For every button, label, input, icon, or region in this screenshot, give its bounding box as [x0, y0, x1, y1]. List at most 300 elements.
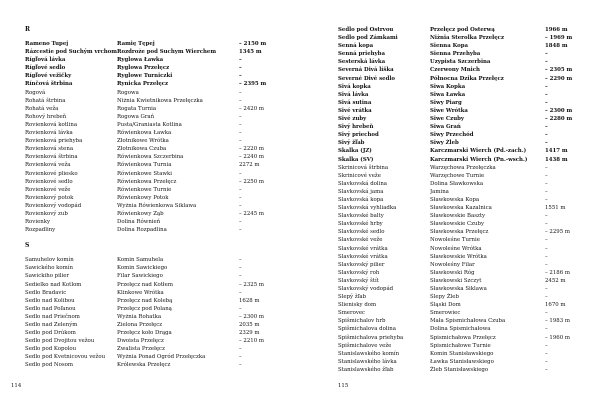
- slovak-name: Spišmichalov hrb: [338, 318, 386, 325]
- elevation: – 2300 m: [239, 313, 264, 320]
- polish-name: Złotnikowa Czuba: [117, 146, 167, 153]
- slovak-name: Sedlo pod Kvetnicovou vežou: [25, 354, 106, 361]
- polish-name: Klinkowe Wrótka: [117, 289, 164, 296]
- polish-name: Dolina Rozpadlina: [117, 227, 167, 234]
- elevation: –: [545, 221, 548, 228]
- table-row: [338, 325, 600, 333]
- polish-name: Ślepy Żleb: [430, 294, 459, 301]
- elevation: 2452 m: [545, 277, 566, 284]
- table-row: [338, 253, 600, 261]
- polish-name: Przełęcz koło Drąga: [117, 330, 172, 337]
- elevation: –: [545, 286, 548, 292]
- polish-name: Sławkowska Przełęcz: [430, 229, 489, 236]
- slovak-name: Severné Divé sedlo: [338, 75, 395, 82]
- left-column: [25, 25, 295, 370]
- slovak-name: Sesterská lávka: [338, 59, 386, 66]
- elevation: –: [545, 172, 548, 179]
- polish-name: Sławkowskie Baszty: [430, 213, 486, 220]
- slovak-name: Sivá lávka: [338, 91, 369, 98]
- slovak-name: Slavkovská dolina: [338, 180, 388, 187]
- table-row: [338, 212, 600, 220]
- elevation: –: [545, 350, 548, 357]
- elevation: – 2420 m: [239, 105, 264, 112]
- elevation: –: [239, 186, 242, 193]
- slovak-name: Smerovec: [338, 310, 366, 317]
- table-row: [25, 178, 295, 186]
- slovak-name: Rovienkové pliesko: [25, 170, 78, 177]
- elevation: – 2300 m: [545, 107, 573, 114]
- elevation: – 2280 m: [545, 116, 573, 123]
- elevation: –: [239, 65, 242, 72]
- polish-name: Ryglowa Ławka: [117, 57, 164, 64]
- polish-name: Siwa Ławka: [430, 91, 466, 98]
- polish-name: Sławkowski Róg: [430, 269, 475, 276]
- table-row: [338, 180, 600, 188]
- slovak-name: Slavkovský vodopád: [338, 286, 394, 292]
- table-row: [338, 350, 600, 358]
- section-heading-r: R: [25, 26, 30, 33]
- polish-name: Przełęcz pod Polaną: [117, 305, 172, 312]
- slovak-name: Sedlo nad Kolibou: [25, 297, 75, 304]
- slovak-name: Sivá kopka: [338, 83, 371, 90]
- polish-name: Czerwony Mnich: [430, 67, 480, 74]
- elevation: – 2150 m: [239, 41, 267, 47]
- polish-name: Komin Sawickiego: [117, 265, 168, 272]
- elevation: –: [545, 188, 548, 195]
- slovak-name: Sivý priechod: [338, 132, 379, 139]
- elevation: –: [545, 261, 548, 268]
- slovak-name: Slavkovská vyhliadka: [338, 205, 397, 212]
- slovak-name: Slienisky dom: [338, 302, 377, 309]
- table-row: [338, 245, 600, 253]
- slovak-name: Samuhelov komín: [25, 257, 74, 264]
- elevation: 1417 m: [545, 148, 568, 155]
- elevation: –: [545, 132, 548, 139]
- table-row: [25, 194, 295, 202]
- table-row: [338, 285, 600, 293]
- polish-name: Rówienkowa Turnia: [117, 162, 172, 169]
- table-row: [25, 361, 295, 369]
- table-row: [338, 58, 600, 66]
- elevation: 1848 m: [545, 43, 568, 50]
- elevation: –: [545, 164, 548, 171]
- elevation: –: [239, 265, 242, 272]
- polish-name: Sienna Kopa: [430, 43, 469, 50]
- elevation: –: [545, 294, 548, 301]
- slovak-name: Sedielko nad Kotlom: [25, 281, 82, 288]
- table-row: [338, 228, 600, 236]
- slovak-name: Sedlo pod Zámkami: [338, 35, 398, 42]
- elevation: – 1969 m: [545, 35, 573, 42]
- table-row: [338, 75, 600, 83]
- polish-name: Rogata Turnia: [117, 105, 157, 112]
- polish-name: Przełęcz nad Kotłem: [117, 281, 173, 288]
- page-number: 114: [11, 383, 22, 389]
- slovak-name: Rovienkový vodopád: [25, 202, 82, 209]
- slovak-name: Rohatá veža: [25, 105, 59, 112]
- polish-name: Siwa Kopka: [430, 83, 466, 90]
- elevation: –: [239, 97, 242, 104]
- slovak-name: Rogová: [25, 89, 46, 96]
- polish-name: Dwoista Przełęcz: [117, 338, 164, 345]
- slovak-name: Rohový hrebeň: [25, 113, 67, 120]
- elevation: – 2295 m: [545, 229, 570, 236]
- slovak-name: Sivé vrátka: [338, 107, 372, 114]
- table-row: [338, 204, 600, 212]
- table-row: [25, 202, 295, 210]
- polish-name: Żleb Stanisławskiego: [430, 366, 489, 373]
- table-row: [25, 89, 295, 97]
- slovak-name: Sedlo pod Drúkom: [25, 330, 76, 337]
- slovak-name: Rígľové sedlo: [25, 65, 66, 72]
- entry-list-r: [25, 40, 295, 234]
- elevation: –: [545, 310, 548, 317]
- polish-name: Spismichałowe Turnie: [430, 342, 491, 349]
- elevation: –: [545, 59, 548, 66]
- elevation: – 1983 m: [545, 318, 570, 325]
- elevation: –: [239, 305, 242, 312]
- elevation: 1628 m: [239, 297, 260, 304]
- table-row: [338, 83, 600, 91]
- polish-name: Rówienkowy Potok: [117, 194, 169, 201]
- table-row: [338, 293, 600, 301]
- elevation: –: [239, 194, 242, 201]
- elevation: –: [545, 245, 548, 252]
- elevation: –: [545, 326, 548, 333]
- polish-name: Mała Spismichałowa Czuba: [430, 318, 506, 325]
- polish-name: Rówienkowe Stawki: [117, 170, 173, 177]
- table-row: [338, 309, 600, 317]
- elevation: –: [545, 213, 548, 220]
- elevation: 2272 m: [239, 162, 260, 169]
- table-row: [338, 99, 600, 107]
- elevation: –: [545, 99, 548, 106]
- page-number: 115: [338, 383, 349, 389]
- elevation: – 1960 m: [545, 334, 570, 341]
- elevation: –: [239, 362, 242, 369]
- polish-name: Nowoleśny Filar: [430, 261, 475, 268]
- elevation: 1670 m: [545, 302, 566, 309]
- table-row: [25, 297, 295, 305]
- elevation: 2035 m: [239, 322, 260, 328]
- slovak-name: Slavkovská kopa: [338, 196, 384, 203]
- elevation: –: [545, 91, 548, 98]
- polish-name: Przełęcz nad Kolebą: [117, 297, 173, 304]
- slovak-name: Spišmichalova dolina: [338, 326, 396, 333]
- elevation: – 2325 m: [239, 281, 264, 288]
- table-row: [25, 137, 295, 145]
- elevation: –: [239, 89, 242, 96]
- elevation: –: [545, 180, 548, 187]
- slovak-name: Rohatá štrbina: [25, 97, 66, 104]
- table-row: [25, 56, 295, 64]
- polish-name: Warzęchowe Turnie: [430, 172, 485, 179]
- slovak-name: Sivý hrebeň: [338, 124, 374, 131]
- slovak-name: Sedlo pod Kopolou: [25, 346, 77, 353]
- polish-name: Dolina Równień: [117, 219, 161, 226]
- polish-name: Rogowa Grań: [117, 113, 155, 120]
- table-row: [25, 105, 295, 113]
- elevation: –: [545, 196, 548, 203]
- polish-name: Królewska Przełęcz: [117, 362, 171, 369]
- elevation: –: [239, 138, 242, 145]
- polish-name: Ławka Stanisławskiego: [430, 358, 494, 365]
- slovak-name: Slavkovská jama: [338, 188, 384, 195]
- slovak-name: Slavkovský roh: [338, 269, 380, 276]
- table-row: [25, 313, 295, 321]
- elevation: –: [239, 346, 242, 353]
- table-row: [338, 147, 600, 155]
- slovak-name: Stanislawského žľab: [338, 366, 394, 373]
- polish-name: Spismichałowa Przełęcz: [430, 334, 496, 341]
- slovak-name: Skalka (JZ): [338, 148, 372, 155]
- table-row: [25, 145, 295, 153]
- slovak-name: Rovienková stena: [25, 146, 74, 153]
- elevation: 1551 m: [545, 205, 566, 212]
- slovak-name: Rovienkový potok: [25, 194, 74, 201]
- polish-name: Sławkowskie Wrótka: [430, 253, 487, 260]
- elevation: – 2240 m: [239, 154, 264, 161]
- slovak-name: Spišmichalova priehyba: [338, 334, 404, 341]
- polish-name: Komin Stanisławskiego: [430, 350, 494, 357]
- table-row: [25, 256, 295, 264]
- slovak-name: Slavkovské balty: [338, 213, 384, 220]
- polish-name: Ryglowe Turniczki: [117, 73, 173, 80]
- entry-list-b: [338, 164, 600, 374]
- elevation: –: [545, 140, 548, 147]
- elevation: – 2186 m: [545, 269, 570, 276]
- elevation: –: [239, 354, 242, 361]
- table-row: [25, 186, 295, 194]
- polish-name: Karczmarski Wierch (Pn.-wsch.): [430, 156, 528, 163]
- table-row: [25, 226, 295, 234]
- slovak-name: Stanislawského komín: [338, 350, 400, 357]
- slovak-name: Rovienková priehyba: [25, 138, 83, 145]
- polish-name: Siwe Czuby: [430, 116, 465, 123]
- polish-name: Wyżnia Ponad Ogród Przełęczka: [117, 354, 206, 361]
- elevation: – 2250 m: [239, 178, 264, 185]
- polish-name: Zwalista Przełęcz: [117, 346, 165, 353]
- elevation: – 2395 m: [239, 81, 267, 88]
- slovak-name: Sivá sutina: [338, 99, 372, 106]
- elevation: –: [239, 113, 242, 120]
- elevation: –: [545, 51, 548, 58]
- polish-name: Niżnia Kwietnikowa Przełęczka: [117, 97, 203, 104]
- elevation: –: [239, 257, 242, 264]
- table-row: [25, 289, 295, 297]
- slovak-name: Sedlo pod Nosom: [25, 362, 73, 369]
- slovak-name: Slavkovský pilier: [338, 261, 385, 268]
- polish-name: Zielona Przełęcz: [117, 322, 163, 328]
- slovak-name: Rovienkové veže: [25, 186, 71, 193]
- table-row: [25, 97, 295, 105]
- polish-name: Rówienkowa Przełęcz: [117, 178, 177, 185]
- polish-name: Filar Sawickiego: [117, 273, 163, 280]
- elevation: –: [545, 253, 548, 260]
- slovak-name: Slavkovské vrátka: [338, 253, 388, 260]
- slovak-name: Skrinicové veže: [338, 172, 381, 179]
- polish-name: Komin Samuhela: [117, 257, 164, 264]
- polish-name: Dolina Spismichałowa: [430, 326, 491, 333]
- slovak-name: Slepý žľab: [338, 294, 367, 301]
- polish-name: Karczmarski Wierch (Pd.-zach.): [430, 148, 527, 155]
- right-column: [338, 26, 600, 374]
- table-row: [25, 161, 295, 169]
- elevation: – 2245 m: [239, 210, 264, 217]
- table-row: [338, 26, 600, 34]
- polish-name: Siwy Przechód: [430, 132, 474, 139]
- elevation: 1345 m: [239, 49, 262, 56]
- slovak-name: Rameno Tupej: [25, 41, 69, 47]
- slovak-name: Senná kopa: [338, 43, 374, 50]
- slovak-name: Slavkovské sedlo: [338, 229, 385, 236]
- elevation: –: [239, 289, 242, 296]
- table-row: [25, 345, 295, 353]
- polish-name: Śląski Dom: [430, 302, 461, 309]
- polish-name: Rozdroże pod Suchym Wierchem: [117, 49, 217, 56]
- polish-name: Rówienkowy Ząb: [117, 210, 164, 217]
- section-heading-s: S: [25, 242, 30, 250]
- table-row: [338, 50, 600, 58]
- table-row: [338, 366, 600, 374]
- polish-name: Sławkowska Kopa: [430, 196, 480, 203]
- elevation: –: [239, 73, 242, 80]
- table-row: [25, 281, 295, 289]
- elevation: –: [545, 83, 548, 90]
- slovak-name: Rovienková kotlina: [25, 121, 78, 128]
- elevation: 1438 m: [545, 156, 568, 163]
- slovak-name: Rovienková štrbina: [25, 154, 78, 161]
- slovak-name: Rovienkový zub: [25, 210, 68, 217]
- table-row: [25, 129, 295, 137]
- slovak-name: Senná priehyba: [338, 51, 385, 58]
- slovak-name: Sedlo nad Priečnom: [25, 313, 80, 320]
- slovak-name: Sedlo Bradavic: [25, 289, 67, 296]
- slovak-name: Stanislawského lávka: [338, 358, 397, 365]
- polish-name: Nowoleśne Wrótka: [430, 245, 482, 252]
- slovak-name: Slavkovský štít: [338, 277, 379, 284]
- table-row: [25, 64, 295, 72]
- slovak-name: Slavkovské veže: [338, 237, 383, 244]
- elevation: –: [545, 342, 548, 349]
- table-row: [338, 172, 600, 180]
- table-row: [338, 66, 600, 74]
- polish-name: Siwy Piarg: [430, 99, 462, 106]
- polish-name: Siwe Wrótka: [430, 107, 468, 114]
- slovak-name: Sivý žľab: [338, 140, 365, 147]
- slovak-name: Slavkovské vrátka: [338, 245, 388, 252]
- table-row: [338, 196, 600, 204]
- polish-name: Jamina: [430, 188, 449, 195]
- table-row: [338, 342, 600, 350]
- slovak-name: Sawického komín: [25, 265, 73, 272]
- table-row: [25, 353, 295, 361]
- elevation: –: [239, 170, 242, 177]
- table-row: [25, 121, 295, 129]
- polish-name: Ryglowa Przełęcz: [117, 65, 170, 72]
- polish-name: Sławkowska Kazalnica: [430, 205, 492, 212]
- elevation: –: [239, 57, 242, 64]
- polish-name: Rówienkowe Turnie: [117, 186, 172, 193]
- slovak-name: Skrinicová štrbina: [338, 164, 389, 171]
- polish-name: Wyżnia Rohatka: [117, 313, 162, 320]
- polish-name: Niżnia Sterolka Przełęcz: [430, 35, 505, 42]
- table-row: [338, 269, 600, 277]
- slovak-name: Rígľová lávka: [25, 57, 66, 64]
- polish-name: Sławkowskie Czuby: [430, 221, 484, 228]
- slovak-name: Rovienky: [25, 219, 51, 226]
- elevation: –: [545, 366, 548, 373]
- table-row: [338, 107, 600, 115]
- polish-name: Sławkowska Siklawa: [430, 286, 487, 292]
- entry-list-a: [338, 26, 600, 164]
- table-row: [25, 264, 295, 272]
- slovak-name: Rovienková lávka: [25, 130, 73, 137]
- table-row: [25, 329, 295, 337]
- table-row: [338, 277, 600, 285]
- polish-name: Rogowa: [117, 89, 139, 96]
- elevation: –: [545, 237, 548, 244]
- polish-name: Pusta/Graniasta Kotlina: [117, 121, 182, 128]
- table-row: [338, 188, 600, 196]
- table-row: [25, 48, 295, 56]
- table-row: [338, 358, 600, 366]
- elevation: –: [239, 227, 242, 234]
- table-row: [338, 42, 600, 50]
- elevation: – 2210 m: [239, 338, 264, 345]
- slovak-name: Rozpadliny: [25, 227, 56, 234]
- table-row: [25, 80, 295, 88]
- elevation: – 2220 m: [239, 146, 264, 153]
- slovak-name: Spišmichalove veže: [338, 342, 392, 349]
- slovak-name: Rínčová štrbina: [25, 81, 73, 88]
- table-row: [25, 337, 295, 345]
- elevation: –: [239, 219, 242, 226]
- elevation: –: [545, 358, 548, 365]
- table-row: [25, 72, 295, 80]
- table-row: [25, 113, 295, 121]
- polish-name: Siwa Grań: [430, 124, 461, 131]
- polish-name: Smerowiec: [430, 310, 461, 317]
- slovak-name: Sedlo nad Zeleným: [25, 322, 78, 328]
- table-row: [338, 261, 600, 269]
- table-row: [338, 34, 600, 42]
- table-row: [338, 164, 600, 172]
- slovak-name: Slavkovské hrby: [338, 221, 383, 228]
- table-row: [25, 321, 295, 329]
- slovak-name: Sedlo pod Dvojitou vežou: [25, 338, 95, 345]
- polish-name: Sławkowski Szczyt: [430, 277, 482, 284]
- elevation: –: [545, 124, 548, 131]
- polish-name: Dolina Sławkowska: [430, 180, 484, 187]
- polish-name: Siwy Żleb: [430, 140, 459, 147]
- elevation: –: [239, 121, 242, 128]
- slovak-name: Rovienková veža: [25, 162, 71, 169]
- slovak-name: Sawickiho pilier: [25, 273, 70, 280]
- elevation: –: [239, 202, 242, 209]
- slovak-name: Sedlo nad Poľanou: [25, 305, 76, 312]
- elevation: 2329 m: [239, 330, 260, 337]
- table-row: [25, 40, 295, 48]
- slovak-name: Severná Divá líška: [338, 67, 394, 74]
- slovak-name: Rázcestie pod Suchým vrchom: [25, 49, 117, 56]
- polish-name: Rówienkowa Ławka: [117, 130, 172, 137]
- polish-name: Warzęchowa Przełęczka: [430, 164, 496, 171]
- slovak-name: Skalka (SV): [338, 156, 374, 163]
- table-row: [25, 170, 295, 178]
- polish-name: Sienna Przehyba: [430, 51, 481, 58]
- table-row: [25, 305, 295, 313]
